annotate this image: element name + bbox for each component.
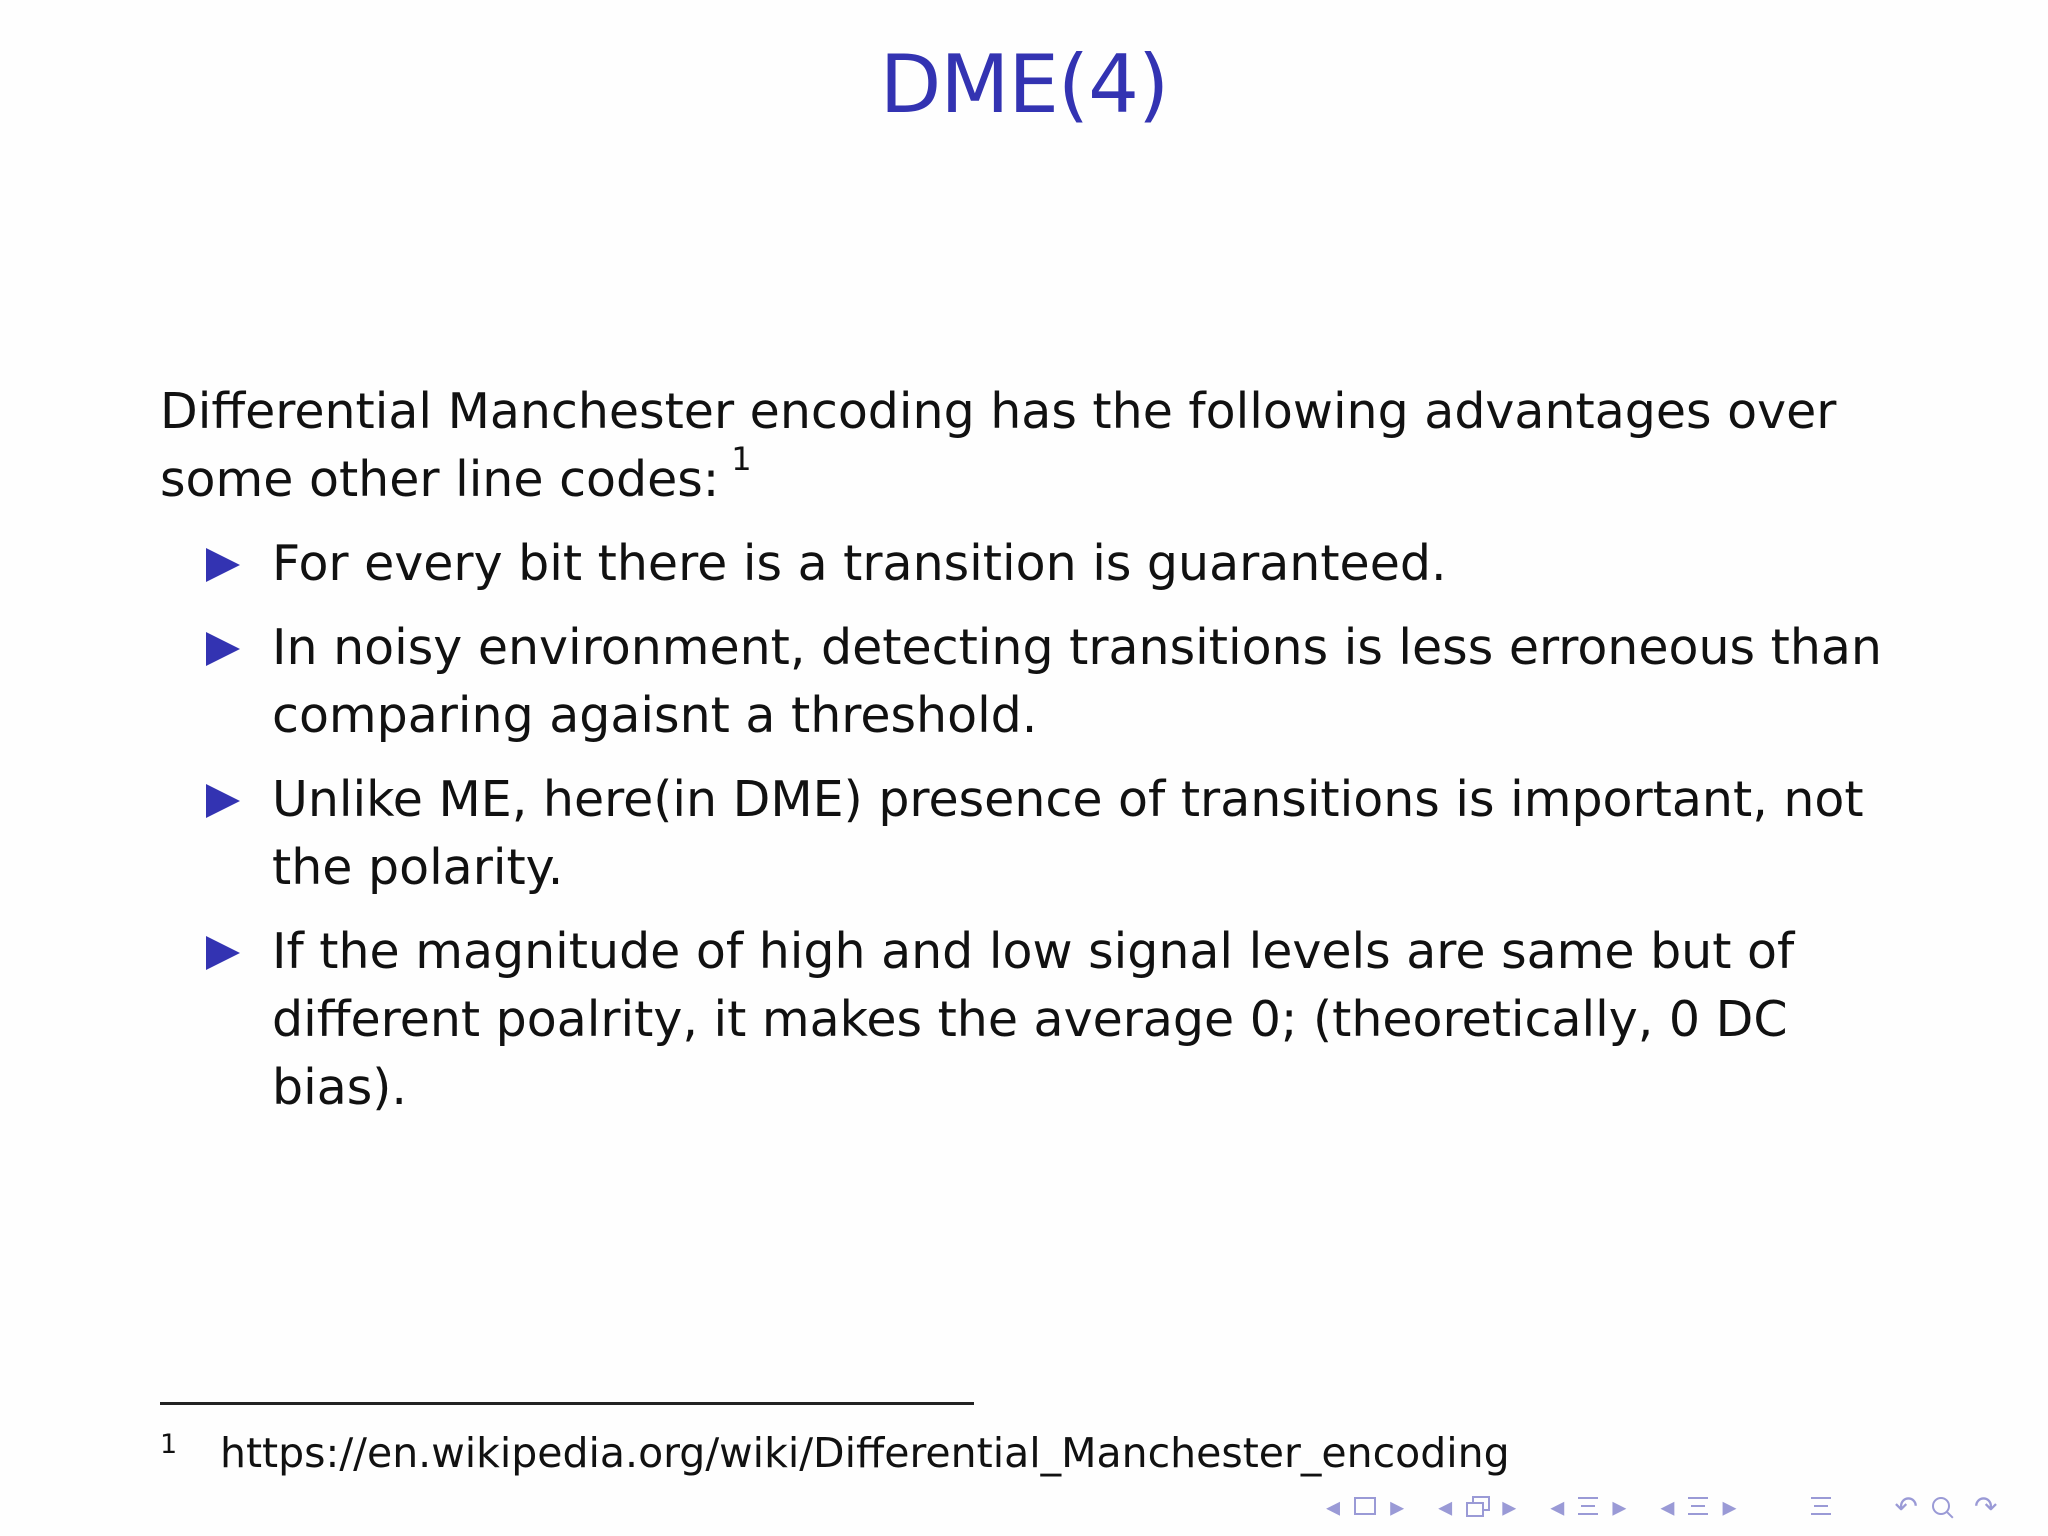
bullet-text: For every bit there is a transition is guaranteed.: [272, 535, 1447, 592]
slide-title: DME(4): [879, 38, 1169, 131]
forward-icon[interactable]: ↷: [1973, 1489, 1998, 1523]
back-icon[interactable]: ↶: [1894, 1489, 1918, 1523]
footnote: [160, 1418, 1510, 1480]
prev-arrow-icon[interactable]: ◂: [1326, 1489, 1341, 1523]
bullet-triangle-icon: [206, 548, 240, 582]
subsection-icon[interactable]: [1688, 1497, 1708, 1515]
bullet-triangle-icon: [206, 784, 240, 818]
next-frame-arrow-icon[interactable]: ▸: [1502, 1489, 1517, 1523]
menu-icon[interactable]: [1811, 1497, 1831, 1515]
intro-text: Differential Manchester encoding has the following advantages over some other line codes:: [160, 383, 1837, 508]
intro-paragraph: [160, 378, 1920, 514]
bullet-text: Unlike ME, here(in DME) presence of transitions is important, not the polarity.: [272, 771, 1864, 896]
list-item: [206, 766, 1906, 902]
bullet-list: [206, 530, 1906, 1138]
list-item: [206, 614, 1906, 750]
section-icon[interactable]: [1578, 1497, 1598, 1515]
footnote-reference[interactable]: 1: [731, 440, 752, 478]
footnote-divider: [160, 1402, 974, 1405]
next-arrow-icon[interactable]: ▸: [1390, 1489, 1405, 1523]
prev-section-arrow-icon[interactable]: ◂: [1550, 1489, 1565, 1523]
bullet-text: In noisy environment, detecting transitions is less erroneous than comparing agaisnt a threshold.: [272, 619, 1882, 744]
bullet-triangle-icon: [206, 632, 240, 666]
list-item: [206, 918, 1906, 1122]
prev-subsection-arrow-icon[interactable]: ◂: [1660, 1489, 1675, 1523]
bullet-triangle-icon: [206, 936, 240, 970]
list-item: [206, 530, 1906, 598]
next-subsection-arrow-icon[interactable]: ▸: [1722, 1489, 1737, 1523]
prev-frame-arrow-icon[interactable]: ◂: [1438, 1489, 1453, 1523]
next-section-arrow-icon[interactable]: ▸: [1612, 1489, 1627, 1523]
bullet-text: If the magnitude of high and low signal levels are same but of different poalrity, it makes the average 0; (theoretically, 0 DC bias).: [272, 923, 1795, 1116]
footnote-mark: 1: [160, 1429, 178, 1460]
slide-icon[interactable]: [1354, 1497, 1376, 1515]
beamer-navigation-bar: [1326, 1486, 2011, 1526]
frame-icon[interactable]: [1466, 1496, 1488, 1516]
footnote-link[interactable]: https://en.wikipedia.org/wiki/Differential_Manchester_encoding: [220, 1429, 1510, 1477]
search-icon[interactable]: [1932, 1497, 1950, 1515]
